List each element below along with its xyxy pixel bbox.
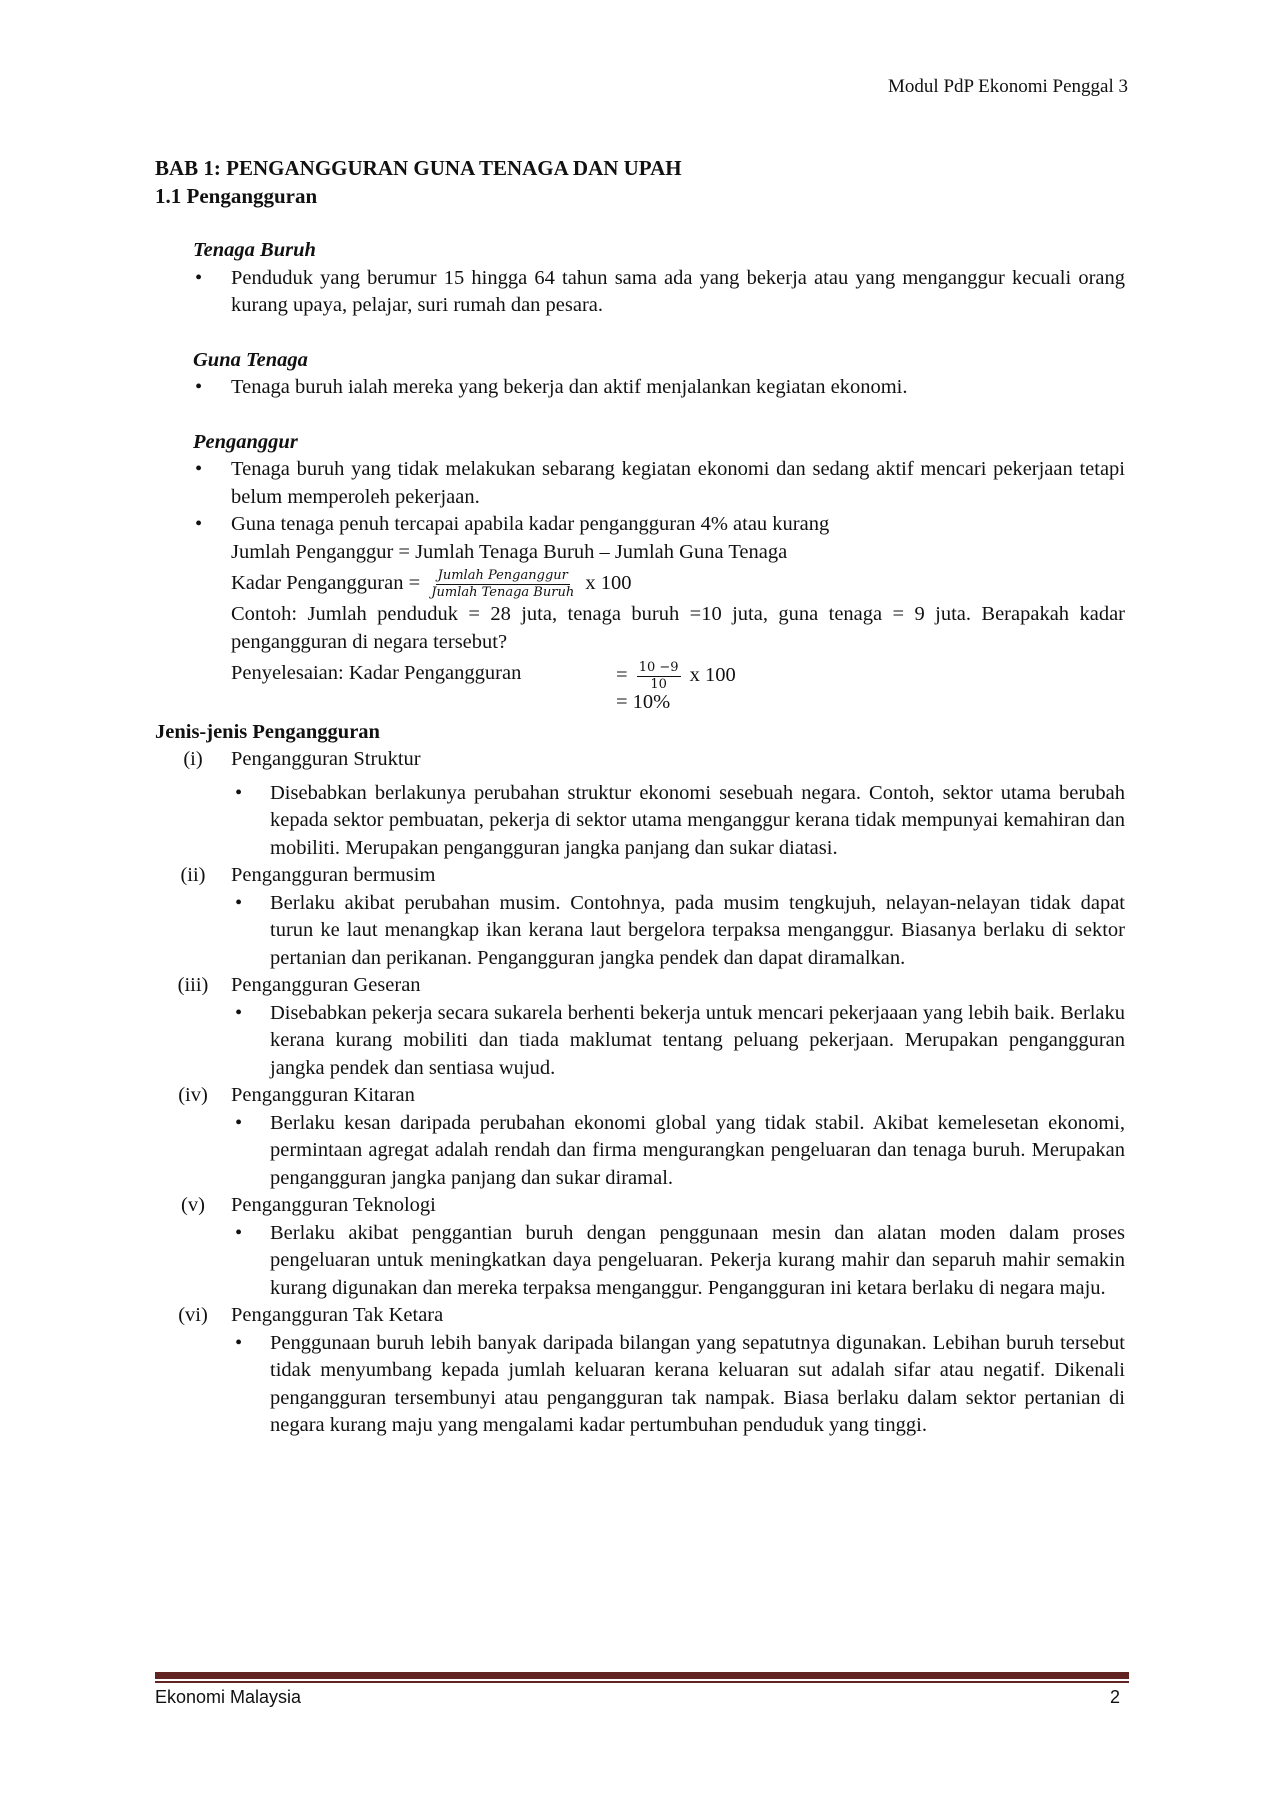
types-title: Jenis-jenis Pengangguran	[155, 720, 380, 743]
example-text: Contoh: Jumlah penduduk = 28 juta, tenaga buruh =10 juta, guna tenaga = 9 juta. Berapakah kadar pengangguran di negara tersebut?	[231, 603, 1125, 653]
formula-jumlah-penganggur: Jumlah Penganggur = Jumlah Tenaga Buruh – Jumlah Guna Tenaga	[231, 540, 788, 563]
solution-label: Penyelesaian: Kadar Pengangguran	[231, 662, 522, 684]
type-item	[155, 862, 1125, 972]
type-name: Pengangguran Struktur	[231, 748, 421, 770]
type-item	[155, 1082, 1125, 1192]
type-name: Pengangguran Kitaran	[231, 1084, 415, 1106]
list-item-text: Tenaga buruh yang tidak melakukan sebarang kegiatan ekonomi dan sedang aktif mencari pekerjaan tetapi belum memperoleh pekerjaan.	[231, 458, 1125, 508]
fraction-numerator: Jumlah Penganggur	[437, 568, 568, 583]
bullet-icon: •	[235, 1001, 243, 1024]
type-name: Pengangguran Tak Ketara	[231, 1304, 444, 1326]
bullet-icon: •	[235, 781, 243, 804]
chapter-title: BAB 1: PENGANGGURAN GUNA TENAGA DAN UPAH	[155, 156, 682, 180]
solution-multiplier: x 100	[689, 664, 736, 687]
section-title: 1.1 Pengangguran	[155, 183, 318, 208]
fraction	[429, 568, 576, 601]
list-item-text: Tenaga buruh ialah mereka yang bekerja dan aktif menjalankan kegiatan ekonomi.	[231, 376, 908, 398]
solution-result: = 10%	[616, 691, 671, 713]
footer-title: Ekonomi Malaysia	[155, 1687, 302, 1707]
fraction-denominator: 10	[650, 677, 667, 692]
list-item	[155, 456, 1125, 511]
type-name: Pengangguran Teknologi	[231, 1194, 436, 1216]
type-description: Penggunaan buruh lebih banyak daripada bilangan yang sepatutnya digunakan. Lebihan buruh tersebut tidak menyumbang kepada jumlah keluaran kerana keluaran sut adalah sifar atau negatif. Dikenali pengangguran tersembunyi atau pengangguran tak nampak. Biasa berlaku dalam sektor pertanian di negara kurang maju yang mengalami kadar pertumbuhan penduduk yang tinggi.	[270, 1331, 1125, 1436]
type-description: Berlaku akibat perubahan musim. Contohnya, pada musim tengkujuh, nelayan-nelayan tidak dapat turun ke laut menangkap ikan kerana laut bergelora terpaksa menganggur. Biasanya berlaku di sektor pertanian dan perikanan. Pengangguran jangka pendek dan dapat diramalkan.	[270, 891, 1125, 969]
fraction-denominator: Jumlah Tenaga Buruh	[431, 585, 575, 600]
list-item-text: Guna tenaga penuh tercapai apabila kadar pengangguran 4% atau kurang	[231, 513, 830, 535]
page-number: 2	[1110, 1687, 1121, 1707]
list-item	[155, 265, 1125, 320]
type-item	[155, 972, 1125, 1082]
type-name: Pengangguran Geseran	[231, 974, 421, 996]
roman-numeral: (v)	[181, 1194, 205, 1216]
term-guna-tenaga: Guna Tenaga	[193, 348, 308, 371]
type-description: Berlaku akibat penggantian buruh dengan penggunaan mesin dan alatan moden dalam proses pengeluaran untuk meningkatkan daya pengeluaran. Pekerja kurang mahir dan separuh mahir semakin kurang digunakan dan mereka terpaksa menganggur. Pengangguran ini ketara berlaku di negara maju.	[270, 1221, 1125, 1299]
type-description: Disebabkan pekerja secara sukarela berhenti bekerja untuk mencari pekerjaaan yang lebih baik. Berlaku kerana kurang mobiliti dan tiada maklumat tentang peluang pekerjaan. Merupakan pengangguran jangka pendek dan sentiasa wujud.	[270, 1001, 1125, 1079]
roman-numeral: (vi)	[178, 1304, 208, 1326]
type-item	[155, 1192, 1125, 1302]
bullet-icon: •	[195, 458, 203, 480]
type-item	[155, 746, 1125, 862]
type-description: Berlaku kesan daripada perubahan ekonomi global yang tidak stabil. Akibat kemelesetan ekonomi, permintaan agregat adalah rendah dan firma mengurangkan pengeluaran dan tenaga buruh. Merupakan pengangguran jangka panjang dan sukar diramal.	[270, 1111, 1125, 1189]
page-content	[155, 155, 1125, 1440]
bullet-icon: •	[235, 1111, 243, 1134]
footer-rule-thick	[155, 1672, 1129, 1679]
roman-numeral: (ii)	[180, 864, 206, 886]
bullet-icon: •	[235, 891, 243, 914]
term-tenaga-buruh: Tenaga Buruh	[193, 239, 316, 261]
bullet-icon: •	[235, 1331, 243, 1354]
type-item	[155, 1302, 1125, 1440]
formula-kadar-pengangguran	[155, 568, 1125, 601]
term-penganggur: Penganggur	[193, 430, 298, 453]
type-name: Pengangguran bermusim	[231, 864, 436, 886]
formula-multiplier: x 100	[585, 572, 632, 595]
bullet-icon: •	[235, 1221, 243, 1244]
bullet-icon: •	[195, 513, 203, 535]
solution-result-row	[155, 689, 1125, 717]
bullet-icon: •	[195, 376, 203, 398]
type-description: Disebabkan berlakunya perubahan struktur ekonomi sesebuah negara. Contoh, sektor utama berubah kepada sektor pembuatan, pekerja di sektor utama menganggur kerana tidak mempunyai kemahiran dan mobiliti. Merupakan pengangguran jangka panjang dan sukar diatasi.	[270, 781, 1125, 859]
formula-label: Kadar Pengangguran =	[231, 572, 421, 595]
roman-numeral: (iv)	[178, 1084, 208, 1106]
footer-rule-thin	[155, 1681, 1129, 1683]
running-header: Modul PdP Ekonomi Penggal 3	[888, 76, 1128, 97]
footer-divider	[155, 1672, 1129, 1683]
list-item	[155, 511, 1125, 539]
list-item-text: Penduduk yang berumur 15 hingga 64 tahun sama ada yang bekerja atau yang menganggur kecuali orang kurang upaya, pelajar, suri rumah dan pesara.	[231, 266, 1125, 316]
list-item	[155, 374, 1125, 402]
roman-numeral: (iii)	[177, 974, 209, 996]
roman-numeral: (i)	[183, 748, 203, 770]
bullet-icon: •	[195, 266, 203, 289]
equals-sign: =	[616, 664, 628, 687]
fraction-numerator: 10 −9	[638, 660, 679, 675]
